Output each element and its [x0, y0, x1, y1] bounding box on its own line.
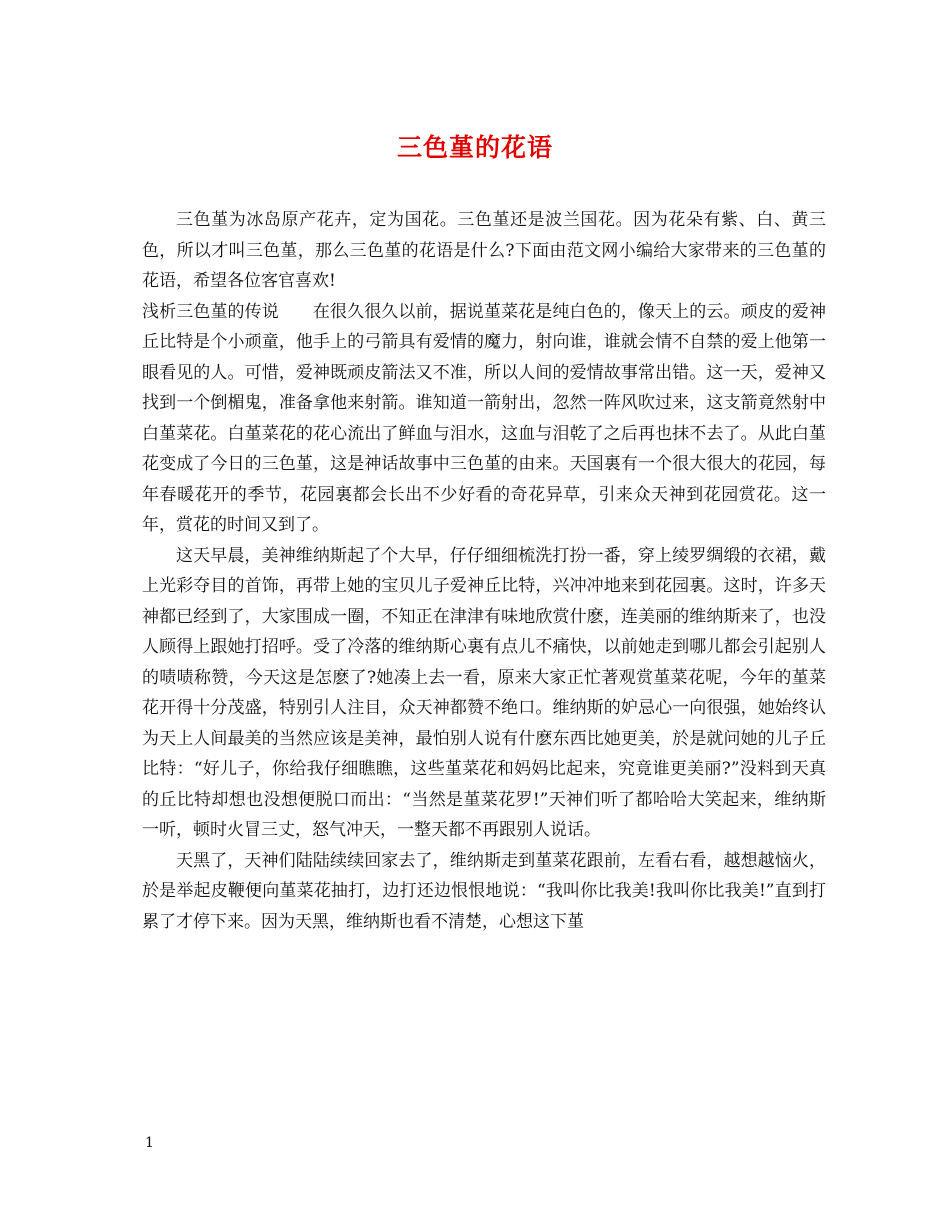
intro-paragraph: 三色堇为冰岛原产花卉，定为国花。三色堇还是波兰国花。因为花朵有紫、白、黄三色，所以才叫三色堇，那么三色堇的花语是什么?下面由范文网小编给大家带来的三色堇的花语，希望各位客官喜欢!: [142, 210, 826, 291]
paragraph-2: 这天早晨，美神维纳斯起了个大早，仔仔细细梳洗打扮一番，穿上绫罗绸缎的衣裙，戴上光彩夺目的首饰，再带上她的宝贝儿子爱神丘比特，兴冲冲地来到花园裏。这时，许多天神都已经到了，大家围成一圈，不知正在津津有味地欣赏什麽，连美丽的维纳斯来了，也没人顾得上跟她打招呼。受了冷落的维纳斯心裏有点儿不痛快，以前她走到哪儿都会引起别人的啧啧称赞，今天这是怎麽了?她凑上去一看，原来大家正忙著观赏堇菜花呢，今年的堇菜花开得十分茂盛，特别引人注目，众天神都赞不绝口。维纳斯的妒忌心一向很强，她始终认为天上人间最美的当然应该是美神，最怕别人说有什麽东西比她更美，於是就问她的儿子丘比特：“好儿子，你给我仔细瞧瞧，这些堇菜花和妈妈比起来，究竟谁更美丽?”没料到天真的丘比特却想也没想便脱口而出：“当然是堇菜花罗!”天神们听了都哈哈大笑起来，维纳斯一听，顿时火冒三丈，怒气冲天，一整天都不再跟别人说话。: [142, 545, 826, 840]
document-body: [142, 205, 826, 937]
document-title: 三色堇的花语: [396, 133, 553, 162]
paragraph-1-text: 在很久很久以前，据说堇菜花是纯白色的，像天上的云。顽皮的爱神丘比特是个小顽童，他手上的弓箭具有爱情的魔力，射向谁，谁就会情不自禁的爱上他第一眼看见的人。可惜，爱神既顽皮箭法又不准，所以人间的爱情故事常出错。这一天，爱神又找到一个倒楣鬼，准备拿他来射箭。谁知道一箭射出，忽然一阵风吹过来，这支箭竟然射中白堇菜花。白堇菜花的花心流出了鲜血与泪水，这血与泪乾了之后再也抹不去了。从此白堇花变成了今日的三色堇，这是神话故事中三色堇的由来。天国裏有一个很大很大的花园，每年春暖花开的季节，花园裏都会长出不少好看的奇花异草，引来众天神到花园赏花。这一年，赏花的时间又到了。: [142, 301, 827, 535]
legend-paragraph: [142, 297, 826, 541]
paragraph-3: 天黑了，天神们陆陆续续回家去了，维纳斯走到堇菜花跟前，左看右看，越想越恼火，於是举起皮鞭便向堇菜花抽打，边打还边恨恨地说：“我叫你比我美!我叫你比我美!”直到打累了才停下来。因为天黑，维纳斯也看不清楚，心想这下堇: [142, 850, 826, 932]
page-number: 1: [145, 1135, 154, 1151]
section-heading: 浅析三色堇的传说: [142, 301, 279, 322]
